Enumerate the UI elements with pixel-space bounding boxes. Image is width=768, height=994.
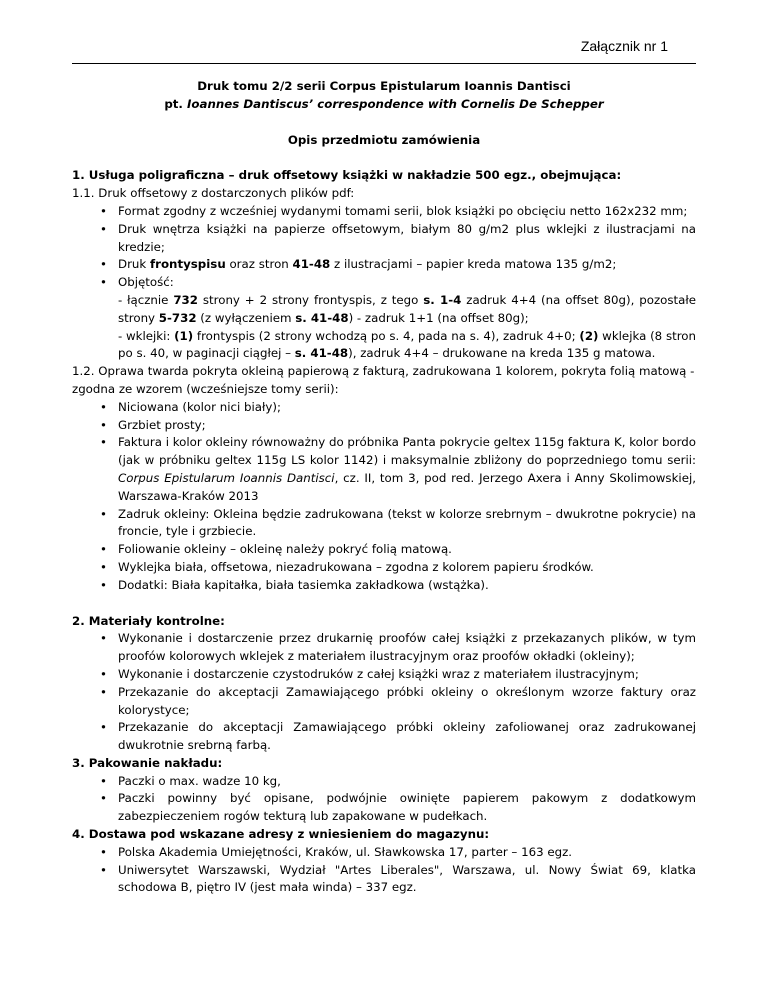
document-title: Druk tomu 2/2 serii Corpus Epistularum Ioannis Dantisci [197, 79, 571, 93]
document-subtitle: Opis przedmiotu zamówienia [287, 132, 481, 147]
list-item: • Dodatki: Biała kapitałka, biała tasiemka zakładkowa (wstążka). [100, 577, 489, 592]
document-title-2: pt. Ioannes Dantiscus’ correspondence with Cornelis De Schepper [164, 96, 604, 111]
list-item: • Druk frontyspisu oraz stron 41-48 z ilustracjami – papier kreda matowa 135 g/m2; [100, 257, 617, 272]
list-item: • Foliowanie okleiny – okleinę należy pokryć folią matową. [100, 542, 452, 557]
list-item: • Wyklejka biała, offsetowa, niezadrukowana – zgodna z kolorem papieru środków. [100, 559, 594, 574]
list-item: • Druk wnętrza książki na papierze offsetowym, białym 80 g/m2 plus wklejki z ilustracjami na kredzie; [100, 221, 696, 254]
list-item: • Objętość: [100, 275, 174, 290]
list-item: • Faktura i kolor okleiny równoważny do próbnika Panta pokrycie geltex 115g faktura K, kolor bordo (jak w próbniku geltex 115g LS kolor 1142) i maksymalnie zbliżony do poprzedniego tomu serii: Corpus Epistularum Ioannis Dantisci, cz. II, tom 3, pod red. Jerzego Axera i Anny Skolimowskiej, Warszawa-Kraków 2013 [100, 435, 696, 503]
volume-line-1: - łącznie 732 strony + 2 strony frontyspis, z tego s. 1-4 zadruk 4+4 (na offset 80g), pozostałe strony 5-732 (z wyłączeniem s. 41-48) - zadruk 1+1 (na offset 80g); [118, 292, 696, 325]
list-item: • Paczki powinny być opisane, podwójnie owinięte papierem pakowym z dodatkowym zabezpieczeniem rogów tekturą lub zapakowane w pudełkach. [100, 791, 696, 824]
section-4-list [72, 844, 696, 897]
document-body [72, 78, 696, 897]
volume-line-2: - wklejki: (1) frontyspis (2 strony wchodzą po s. 4, pada na s. 4), zadruk 4+0; (2) wklejka (8 stron po s. 40, w paginacji ciągłej – s. 41-48), zadruk 4+4 – drukowane na kreda 135 g matowa. [118, 328, 696, 361]
section-1-2-list [72, 399, 696, 595]
section-1-2: 1.2. Oprawa twarda pokryta okleiną papierową z fakturą, zadrukowana 1 kolorem, pokryta folią matową - zgodna ze wzorem (wcześniejsze tomy serii): [72, 364, 695, 396]
section-2-heading: 2. Materiały kontrolne: [72, 613, 225, 628]
list-item: • Niciowana (kolor nici biały); [100, 399, 281, 414]
section-3-heading: 3. Pakowanie nakładu: [72, 755, 223, 770]
section-1-1-list [72, 203, 696, 292]
list-item: • Wykonanie i dostarczenie przez drukarnię proofów całej książki z przekazanych plików, w tym proofów kolorowych wklejek z materiałem ilustracyjnym oraz proofów okładki (okleiny); [100, 631, 696, 664]
section-1-heading: 1. Usługa poligraficzna – druk offsetowy książki w nakładzie 500 egz., obejmująca: [72, 168, 622, 183]
list-item: • Grzbiet prosty; [100, 417, 206, 432]
list-item: • Zadruk okleiny: Okleina będzie zadrukowana (tekst w kolorze srebrnym – dwukrotne pokrycie) na froncie, tyle i grzbiecie. [100, 506, 696, 539]
list-item: • Przekazanie do akceptacji Zamawiającego próbki okleiny zafoliowanej oraz zadrukowanej dwukrotnie srebrną farbą. [100, 720, 696, 753]
section-1-1: 1.1. Druk offsetowy z dostarczonych plików pdf: [72, 186, 355, 201]
list-item: • Przekazanie do akceptacji Zamawiającego próbki okleiny o określonym wzorze faktury oraz kolorystyce; [100, 684, 696, 717]
header-rule [72, 63, 696, 64]
section-2-list [72, 630, 696, 755]
list-item: • Polska Akademia Umiejętności, Kraków, ul. Sławkowska 17, parter – 163 egz. [100, 844, 573, 859]
list-item: • Uniwersytet Warszawski, Wydział "Artes Liberales", Warszawa, ul. Nowy Świat 69, klatka schodowa B, piętro IV (jest mała winda) – 337 egz. [100, 862, 696, 895]
annex-label: Załącznik nr 1 [580, 38, 668, 54]
list-item: • Wykonanie i dostarczenie czystodruków z całej książki wraz z materiałem ilustracyjnym; [100, 666, 639, 681]
section-3-list [72, 773, 696, 826]
list-item: • Paczki o max. wadze 10 kg, [100, 773, 281, 788]
section-4-heading: 4. Dostawa pod wskazane adresy z wniesieniem do magazynu: [72, 827, 490, 842]
list-item: • Format zgodny z wcześniej wydanymi tomami serii, blok książki po obcięciu netto 162x232 mm; [100, 203, 688, 218]
